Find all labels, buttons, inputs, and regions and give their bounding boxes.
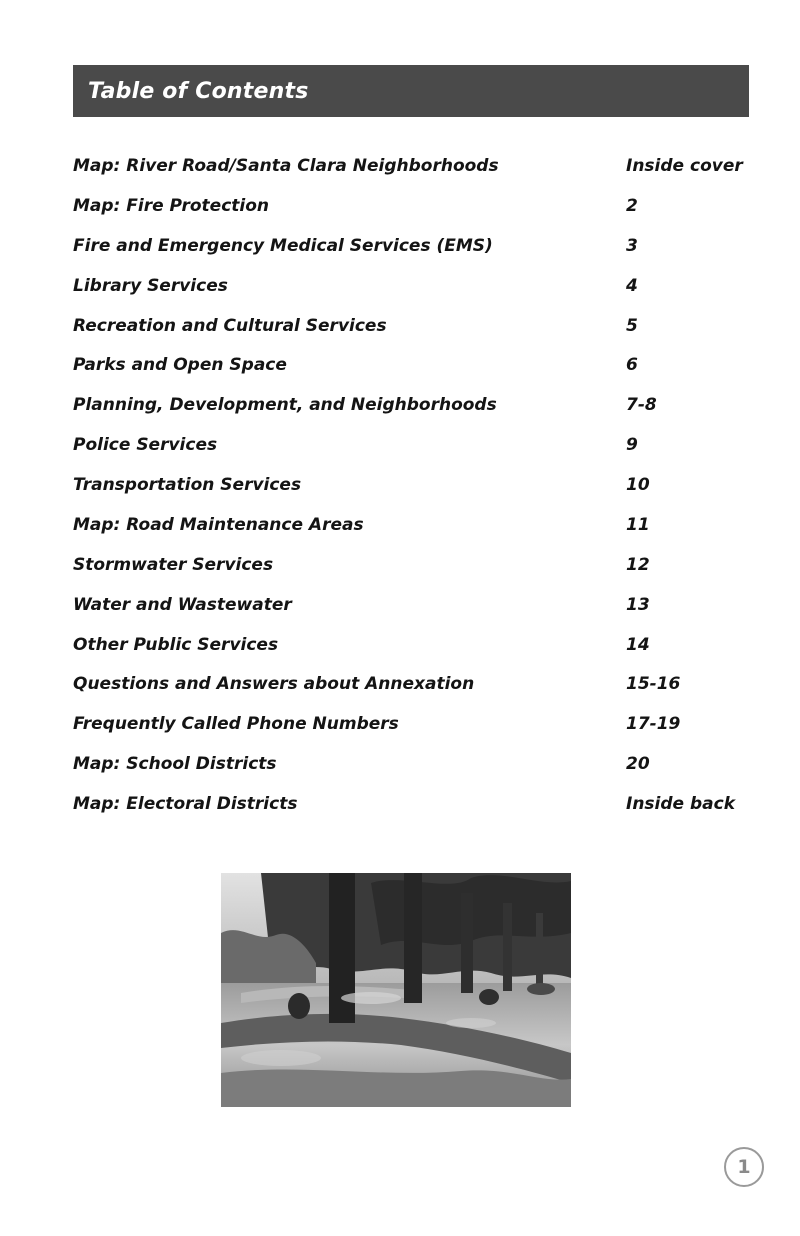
toc-entry bbox=[73, 306, 753, 346]
toc-entry bbox=[73, 704, 753, 744]
toc-entry bbox=[73, 465, 753, 505]
toc-entry bbox=[73, 186, 753, 226]
toc-entry bbox=[73, 266, 753, 306]
toc-entry-page: 15-16 bbox=[626, 674, 681, 695]
toc-entry-title: Map: Road Maintenance Areas bbox=[73, 514, 364, 535]
toc-entry bbox=[73, 345, 753, 385]
toc-header-bar bbox=[73, 65, 749, 117]
toc-entry-page: 13 bbox=[626, 594, 650, 615]
toc-entry-title: Fire and Emergency Medical Services (EMS) bbox=[73, 235, 493, 256]
toc-entry bbox=[73, 505, 753, 545]
toc-entry bbox=[73, 425, 753, 465]
toc-entry-page: 5 bbox=[626, 315, 638, 336]
park-trees-photo bbox=[221, 873, 571, 1107]
toc-entry bbox=[73, 385, 753, 425]
toc-entry-page: 4 bbox=[626, 275, 638, 296]
park-photo-illustration bbox=[221, 873, 571, 1107]
toc-entry-page: 7-8 bbox=[626, 395, 657, 416]
toc-entry-title: Map: School Districts bbox=[73, 754, 277, 775]
toc-entry-title: Transportation Services bbox=[73, 475, 302, 495]
toc-entry bbox=[73, 664, 753, 704]
toc-entry-page: 12 bbox=[626, 554, 650, 575]
toc-entry-title: Map: Electoral Districts bbox=[73, 794, 298, 814]
toc-entry-page: 3 bbox=[626, 235, 638, 256]
toc-entry-title: Map: Fire Protection bbox=[73, 195, 270, 216]
toc-entry-title: Questions and Answers about Annexation bbox=[73, 674, 475, 695]
toc-entry-title: Other Public Services bbox=[73, 634, 279, 655]
toc-entry-page: 20 bbox=[626, 754, 650, 775]
toc-entry-page: 10 bbox=[626, 475, 650, 495]
toc-entry-title: Police Services bbox=[73, 435, 218, 456]
toc-entry-page: 9 bbox=[626, 435, 638, 456]
toc-entry bbox=[73, 146, 753, 186]
toc-entry-title: Frequently Called Phone Numbers bbox=[73, 714, 399, 735]
toc-entry-title: Recreation and Cultural Services bbox=[73, 315, 387, 336]
toc-entry-page: Inside cover bbox=[626, 156, 743, 176]
toc-entry bbox=[73, 585, 753, 625]
page-number-badge bbox=[724, 1147, 764, 1187]
toc-entry-page: 6 bbox=[626, 355, 638, 376]
page-number: 1 bbox=[737, 1156, 751, 1178]
toc-entry bbox=[73, 545, 753, 585]
toc-list bbox=[73, 146, 753, 824]
page-title: Table of Contents bbox=[88, 78, 309, 104]
toc-entry-title: Map: River Road/Santa Clara Neighborhoods bbox=[73, 156, 499, 176]
toc-entry-page: 11 bbox=[626, 514, 650, 535]
toc-entry-page: 14 bbox=[626, 634, 650, 655]
toc-entry-page: Inside back bbox=[626, 794, 736, 814]
toc-entry bbox=[73, 744, 753, 784]
toc-entry-title: Parks and Open Space bbox=[73, 355, 287, 376]
toc-entry-title: Planning, Development, and Neighborhoods bbox=[73, 395, 497, 416]
toc-entry bbox=[73, 625, 753, 665]
toc-entry-title: Stormwater Services bbox=[73, 554, 274, 575]
toc-entry bbox=[73, 226, 753, 266]
toc-entry-page: 2 bbox=[626, 195, 638, 216]
toc-entry-title: Library Services bbox=[73, 275, 228, 296]
toc-entry bbox=[73, 784, 753, 824]
toc-entry-page: 17-19 bbox=[626, 714, 681, 735]
toc-entry-title: Water and Wastewater bbox=[73, 594, 292, 615]
